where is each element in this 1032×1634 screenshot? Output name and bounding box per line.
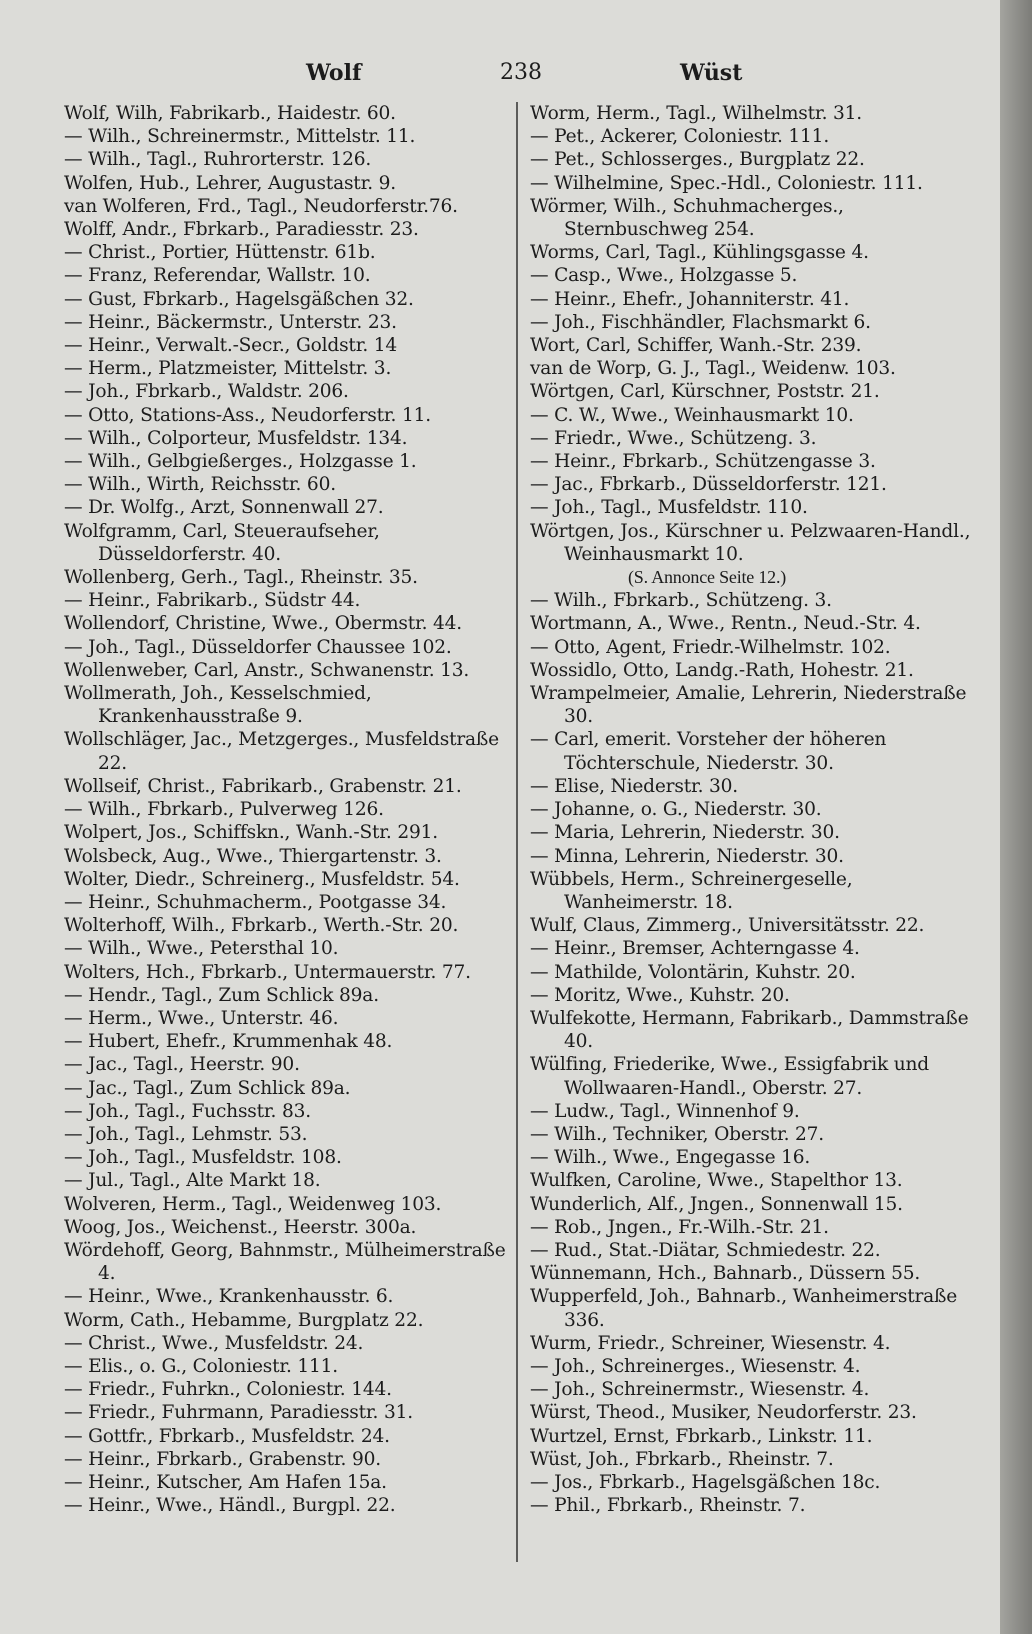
directory-entry: Wollenberg, Gerh., Tagl., Rheinstr. 35. [64, 567, 418, 589]
directory-entry: Wossidlo, Otto, Landg.-Rath, Hohestr. 21. [530, 659, 914, 681]
directory-entry: — Wilh., Wirth, Reichsstr. 60. [64, 474, 336, 496]
directory-entry: Wollschläger, Jac., Metzgerges., Musfeldstraße 22. [64, 729, 499, 774]
directory-entry: Wulf, Claus, Zimmerg., Universitätsstr. 22. [530, 915, 925, 937]
directory-entry: — Elise, Niederstr. 30. [530, 775, 739, 797]
directory-entry: — Heinr., Bremser, Achterngasse 4. [530, 938, 860, 960]
right-column [530, 102, 986, 1517]
directory-entry: Wolterhoff, Wilh., Fbrkarb., Werth.-Str. 20. [64, 915, 459, 937]
directory-entry: Wulfken, Caroline, Wwe., Stapelthor 13. [530, 1170, 903, 1192]
directory-entry: Wolfen, Hub., Lehrer, Augustastr. 9. [64, 172, 396, 194]
directory-entry: — Dr. Wolfg., Arzt, Sonnenwall 27. [64, 497, 384, 519]
directory-entry: — Heinr., Bäckermstr., Unterstr. 23. [64, 311, 397, 333]
directory-entry: — Wilh., Colporteur, Musfeldstr. 134. [64, 427, 408, 449]
directory-entry: Wolpert, Jos., Schiffskn., Wanh.-Str. 291. [64, 822, 438, 844]
directory-entry: Worm, Herm., Tagl., Wilhelmstr. 31. [530, 103, 862, 124]
directory-entry: — Otto, Stations-Ass., Neudorferstr. 11. [64, 404, 431, 426]
directory-entry: Wurtzel, Ernst, Fbrkarb., Linkstr. 11. [530, 1425, 873, 1447]
directory-entry: — Carl, emerit. Vorsteher der höheren Töchterschule, Niederstr. 30. [530, 729, 887, 774]
directory-entry: — Hendr., Tagl., Zum Schlick 89a. [64, 984, 379, 1006]
directory-entry: — Hubert, Ehefr., Krummenhak 48. [64, 1031, 393, 1053]
directory-entry: Wollenweber, Carl, Anstr., Schwanenstr. 13. [64, 659, 470, 681]
directory-entry: — Pet., Schlosserges., Burgplatz 22. [530, 149, 865, 171]
directory-entry: — Friedr., Wwe., Schützeng. 3. [530, 427, 817, 449]
directory-entry: — Wilhelmine, Spec.-Hdl., Coloniestr. 111. [530, 172, 923, 194]
directory-entry: — Jul., Tagl., Alte Markt 18. [64, 1170, 321, 1192]
directory-entry: Wörmer, Wilh., Schuhmacherges., Sternbuschweg 254. [530, 195, 844, 241]
page-header [0, 54, 1000, 94]
directory-entry: — Wilh., Tagl., Ruhrorterstr. 126. [64, 149, 372, 171]
directory-entry: Wort, Carl, Schiffer, Wanh.-Str. 239. [530, 335, 862, 357]
directory-entry: — Joh., Tagl., Musfeldstr. 110. [530, 497, 808, 519]
header-left-catchword: Wolf [306, 60, 362, 86]
column-divider [516, 102, 518, 1562]
directory-entry: — Jac., Tagl., Zum Schlick 89a. [64, 1077, 351, 1099]
directory-entry: Wolfgramm, Carl, Steueraufseher, Düsseldorferstr. 40. [64, 520, 380, 565]
directory-entry: — Jos., Fbrkarb., Hagelsgäßchen 18c. [530, 1471, 881, 1493]
directory-entry: Wollseif, Christ., Fabrikarb., Grabenstr. 21. [64, 775, 462, 797]
directory-entry: — Jac., Tagl., Heerstr. 90. [64, 1054, 300, 1076]
directory-entry: Wolsbeck, Aug., Wwe., Thiergartenstr. 3. [64, 845, 442, 867]
directory-entry: Worm, Cath., Hebamme, Burgplatz 22. [64, 1309, 424, 1331]
directory-entry: — Friedr., Fuhrmann, Paradiesstr. 31. [64, 1402, 413, 1424]
directory-entry: — Joh., Tagl., Lehmstr. 53. [64, 1123, 308, 1145]
directory-entry: Wollmerath, Joh., Kesselschmied, Krankenhausstraße 9. [64, 683, 372, 728]
header-right-catchword: Wüst [680, 60, 743, 86]
directory-entry: — Christ., Portier, Hüttenstr. 61b. [64, 242, 376, 264]
directory-entry: — Heinr., Fbrkarb., Schützengasse 3. [530, 451, 876, 473]
directory-entry: — Heinr., Wwe., Händl., Burgpl. 22. [64, 1495, 396, 1517]
left-column [64, 102, 506, 1517]
directory-entry: — Gottfr., Fbrkarb., Musfeldstr. 24. [64, 1425, 390, 1447]
directory-entry: — Pet., Ackerer, Coloniestr. 111. [530, 126, 830, 148]
directory-entry: Wüst, Joh., Fbrkarb., Rheinstr. 7. [530, 1448, 834, 1470]
directory-entry: — Joh., Schreinermstr., Wiesenstr. 4. [530, 1379, 870, 1401]
directory-entry: — Wilh., Gelbgießerges., Holzgasse 1. [64, 451, 417, 473]
directory-entry: — Phil., Fbrkarb., Rheinstr. 7. [530, 1495, 806, 1517]
directory-entry: — Casp., Wwe., Holzgasse 5. [530, 265, 798, 287]
directory-entry: Wortmann, A., Wwe., Rentn., Neud.-Str. 4. [530, 613, 921, 635]
directory-entry: — Wilh., Schreinermstr., Mittelstr. 11. [64, 126, 416, 148]
directory-entry: Wolveren, Herm., Tagl., Weidenweg 103. [64, 1193, 442, 1215]
directory-entry: — Heinr., Kutscher, Am Hafen 15a. [64, 1471, 387, 1493]
page-number: 238 [500, 60, 542, 85]
directory-entry: — Joh., Tagl., Fuchsstr. 83. [64, 1100, 311, 1122]
directory-entry: — Wilh., Techniker, Oberstr. 27. [530, 1123, 824, 1145]
directory-entry: Wollendorf, Christine, Wwe., Obermstr. 44. [64, 613, 463, 635]
directory-entry: — Maria, Lehrerin, Niederstr. 30. [530, 822, 840, 844]
directory-entry: van de Worp, G. J., Tagl., Weidenw. 103. [530, 358, 896, 380]
directory-entry: — Wilh., Wwe., Engegasse 16. [530, 1147, 811, 1169]
directory-entry: Wörtgen, Jos., Kürschner u. Pelzwaaren-Handl., Weinhausmarkt 10. [530, 520, 971, 565]
directory-entry: Wörtgen, Carl, Kürschner, Poststr. 21. [530, 381, 880, 403]
directory-entry: — Joh., Fbrkarb., Waldstr. 206. [64, 381, 349, 403]
directory-entry: Wübbels, Herm., Schreinergeselle, Wanheimerstr. 18. [530, 868, 853, 913]
directory-entry: — Joh., Schreinerges., Wiesenstr. 4. [530, 1355, 861, 1377]
directory-entry: — Joh., Tagl., Musfeldstr. 108. [64, 1147, 342, 1169]
directory-entry: — Rob., Jngen., Fr.-Wilh.-Str. 21. [530, 1216, 829, 1238]
directory-entry: Wrampelmeier, Amalie, Lehrerin, Niederstraße 30. [530, 683, 967, 728]
directory-entry: — Mathilde, Volontärin, Kuhstr. 20. [530, 961, 856, 983]
directory-entry: Wünnemann, Hch., Bahnarb., Düssern 55. [530, 1263, 921, 1285]
directory-entry: — Herm., Platzmeister, Mittelstr. 3. [64, 358, 392, 380]
directory-entry: Wupperfeld, Joh., Bahnarb., Wanheimerstraße 336. [530, 1286, 958, 1331]
directory-entry: — Heinr., Ehefr., Johanniterstr. 41. [530, 288, 850, 310]
directory-entry: — Heinr., Fbrkarb., Grabenstr. 90. [64, 1448, 381, 1470]
directory-entry: — Elis., o. G., Coloniestr. 111. [64, 1355, 339, 1377]
directory-entry: — Jac., Fbrkarb., Düsseldorferstr. 121. [530, 474, 887, 496]
directory-entry: — Heinr., Verwalt.-Secr., Goldstr. 14 [64, 335, 398, 357]
directory-entry: — Otto, Agent, Friedr.-Wilhelmstr. 102. [530, 636, 891, 658]
directory-entry: — Heinr., Schuhmacherm., Pootgasse 34. [64, 891, 447, 913]
directory-entry: — Heinr., Wwe., Krankenhausstr. 6. [64, 1286, 394, 1308]
directory-entry: — Gust, Fbrkarb., Hagelsgäßchen 32. [64, 288, 414, 310]
directory-entry: — Moritz, Wwe., Kuhstr. 20. [530, 984, 790, 1006]
directory-entry: Worms, Carl, Tagl., Kühlingsgasse 4. [530, 242, 869, 264]
directory-entry: — Johanne, o. G., Niederstr. 30. [530, 799, 822, 821]
directory-entry: Wolf, Wilh, Fabrikarb., Haidestr. 60. [64, 103, 396, 124]
directory-entry: Wördehoff, Georg, Bahnmstr., Mülheimerstraße 4. [64, 1239, 506, 1285]
directory-entry: — Wilh., Fbrkarb., Pulverweg 126. [64, 799, 384, 821]
book-page-edge [1000, 0, 1032, 1634]
directory-entry: Würst, Theod., Musiker, Neudorferstr. 23. [530, 1402, 917, 1424]
directory-entry: Wolters, Hch., Fbrkarb., Untermauerstr. 77. [64, 961, 471, 983]
directory-entry: — Joh., Tagl., Düsseldorfer Chaussee 102. [64, 636, 452, 658]
directory-entry: — Herm., Wwe., Unterstr. 46. [64, 1007, 339, 1029]
directory-entry: Wunderlich, Alf., Jngen., Sonnenwall 15. [530, 1193, 903, 1215]
directory-entry: Wulfekotte, Hermann, Fabrikarb., Dammstraße 40. [530, 1007, 969, 1053]
directory-entry: Woog, Jos., Weichenst., Heerstr. 300a. [64, 1216, 417, 1238]
directory-entry: — Wilh., Wwe., Petersthal 10. [64, 938, 339, 960]
directory-entry: — Minna, Lehrerin, Niederstr. 30. [530, 845, 844, 867]
directory-entry: Wolff, Andr., Fbrkarb., Paradiesstr. 23. [64, 219, 419, 241]
directory-entry: Wülfing, Friederike, Wwe., Essigfabrik und Wollwaaren-Handl., Oberstr. 27. [530, 1054, 929, 1099]
directory-entry: — C. W., Wwe., Weinhausmarkt 10. [530, 404, 854, 426]
directory-entry: — Wilh., Fbrkarb., Schützeng. 3. [530, 590, 832, 612]
directory-entry: — Joh., Fischhändler, Flachsmarkt 6. [530, 311, 871, 333]
directory-entry: Wolter, Diedr., Schreinerg., Musfeldstr. 54. [64, 868, 460, 890]
directory-entry: — Franz, Referendar, Wallstr. 10. [64, 265, 371, 287]
directory-entry: — Rud., Stat.-Diätar, Schmiedestr. 22. [530, 1239, 881, 1261]
directory-entry: — Friedr., Fuhrkn., Coloniestr. 144. [64, 1379, 392, 1401]
directory-entry: — Ludw., Tagl., Winnenhof 9. [530, 1100, 800, 1122]
directory-entry: — Christ., Wwe., Musfeldstr. 24. [64, 1332, 364, 1354]
directory-entry: Wurm, Friedr., Schreiner, Wiesenstr. 4. [530, 1332, 891, 1354]
directory-entry: van Wolferen, Frd., Tagl., Neudorferstr.76. [64, 195, 458, 217]
annonce-note: (S. Annonce Seite 12.) [628, 567, 787, 588]
directory-entry: — Heinr., Fabrikarb., Südstr 44. [64, 590, 361, 612]
